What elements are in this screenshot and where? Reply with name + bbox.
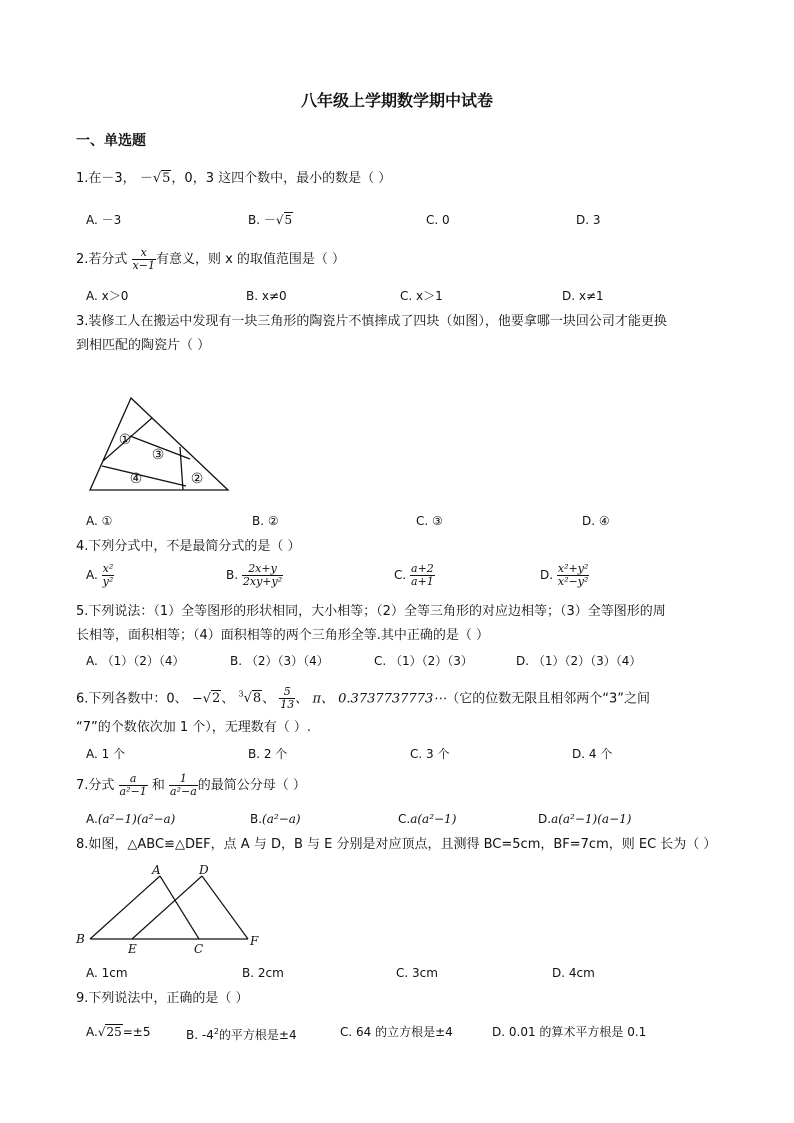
piece-label-2: ② xyxy=(190,471,204,487)
q5-option-c[interactable]: C. （1）（2）（3） xyxy=(374,654,473,668)
q4-option-d[interactable]: D. $\frac{\text{x²+y²}}{\text{x²−y²}}$ xyxy=(540,562,589,588)
q1-option-d[interactable]: D. 3 xyxy=(576,213,601,227)
q9-option-a[interactable]: A.√25=±5 xyxy=(86,1025,151,1039)
q2-option-d[interactable]: D. x≠1 xyxy=(562,289,604,303)
q3-option-b[interactable]: B. ② xyxy=(252,514,279,528)
q5-option-d[interactable]: D. （1）（2）（3）（4） xyxy=(516,654,642,668)
section-heading: 一、单选题 xyxy=(76,133,146,149)
q4-option-a[interactable]: A. $\frac{\text{x²}}{\text{y²}}$ xyxy=(86,562,114,588)
question-8-stem: 8.如图，△ABC≌△DEF，点 A 与 D，B 与 E 分别是对应顶点，且测得 BC=5cm，BF=7cm，则 EC 长为（ ） xyxy=(76,837,717,852)
q8-option-c[interactable]: C. 3cm xyxy=(396,966,438,980)
vertex-label-B: B xyxy=(76,932,85,946)
congruent-triangles-figure xyxy=(74,862,264,957)
q7-option-b[interactable]: B.(a²−a) xyxy=(250,812,301,826)
question-1-stem: 1.在－3， －√5，0，3 这四个数中，最小的数是（ ） xyxy=(76,171,392,186)
vertex-label-C: C xyxy=(194,942,204,956)
q8-option-d[interactable]: D. 4cm xyxy=(552,966,595,980)
question-5-line1: 5.下列说法：（1）全等图形的形状相同，大小相等；（2）全等三角形的对应边相等；（3）全等图形的周 xyxy=(76,604,666,619)
q6-option-a[interactable]: A. 1 个 xyxy=(86,747,126,761)
q3-option-c[interactable]: C. ③ xyxy=(416,514,443,528)
q7-option-c[interactable]: C.a(a²−1) xyxy=(398,812,457,826)
q5-option-b[interactable]: B. （2）（3）（4） xyxy=(230,654,329,668)
question-9-stem: 9.下列说法中，正确的是（ ） xyxy=(76,991,249,1006)
q8-option-b[interactable]: B. 2cm xyxy=(242,966,284,980)
neg-sqrt5: －√5 xyxy=(139,171,171,186)
piece-label-3: ③ xyxy=(151,447,165,463)
q2-option-c[interactable]: C. x＞1 xyxy=(400,289,443,303)
q7-option-d[interactable]: D.a(a²−1)(a−1) xyxy=(538,812,632,826)
page-title: 八年级上学期数学期中试卷 xyxy=(300,91,493,110)
q8-option-a[interactable]: A. 1cm xyxy=(86,966,128,980)
question-7-stem: 7.分式 $\frac{a}{\text{a²−1}}$ 和 $\frac{1}{\text{a²−a}}$ 的最简公分母（ ） xyxy=(76,772,306,798)
fraction-x-over-x-minus-1: $\frac{x}{x-1}$ xyxy=(132,246,155,272)
q6-option-d[interactable]: D. 4 个 xyxy=(572,747,613,761)
question-3-line1: 3.装修工人在搬运中发现有一块三角形的陶瓷片不慎摔成了四块（如图），他要拿哪一块回公司才能更换 xyxy=(76,314,667,329)
question-6-line1: 6.下列各数中：0、 −√2、 $^3$√8、 $\frac{5}{13}$ 、 π、 0.3737737773⋯（它的位数无限且相邻两个“3”之间 xyxy=(76,685,651,712)
q6-option-c[interactable]: C. 3 个 xyxy=(410,747,450,761)
q9-option-b[interactable]: B. $-4^2$的平方根是±4 xyxy=(186,1027,297,1042)
vertex-label-D: D xyxy=(199,863,209,877)
question-6-line2: “7”的个数依次加 1 个），无理数有（ ）. xyxy=(76,720,312,735)
piece-label-4: ④ xyxy=(129,471,143,487)
q9-option-c[interactable]: C. 64 的立方根是±4 xyxy=(340,1025,453,1039)
q5-option-a[interactable]: A. （1）（2）（4） xyxy=(86,654,185,668)
q9-option-d[interactable]: D. 0.01 的算术平方根是 0.1 xyxy=(492,1025,647,1039)
vertex-label-F: F xyxy=(250,934,259,948)
broken-triangle-figure xyxy=(86,394,234,494)
question-3-line2: 到相匹配的陶瓷片（ ） xyxy=(76,338,211,353)
q1-option-a[interactable]: A. －3 xyxy=(86,213,122,227)
question-2-stem: 2.若分式 $\frac{x}{x-1}$ 有意义，则 x 的取值范围是（ ） xyxy=(76,246,346,272)
q2-option-a[interactable]: A. x＞0 xyxy=(86,289,129,303)
q3-option-d[interactable]: D. ④ xyxy=(582,514,610,528)
q6-option-b[interactable]: B. 2 个 xyxy=(248,747,288,761)
q7-option-a[interactable]: A.(a²−1)(a²−a) xyxy=(86,812,176,826)
vertex-label-A: A xyxy=(152,863,161,877)
q3-option-a[interactable]: A. ① xyxy=(86,514,113,528)
q1-option-b[interactable]: B. －√5 xyxy=(248,213,293,227)
question-5-line2: 长相等，面积相等；（4）面积相等的两个三角形全等.其中正确的是（ ） xyxy=(76,628,490,643)
question-4-stem: 4.下列分式中，不是最简分式的是（ ） xyxy=(76,539,301,554)
q2-option-b[interactable]: B. x≠0 xyxy=(246,289,287,303)
piece-label-1: ① xyxy=(118,432,132,448)
q1-option-c[interactable]: C. 0 xyxy=(426,213,450,227)
q4-option-c[interactable]: C. $\frac{a+2}{a+1}$ xyxy=(394,562,434,588)
q4-option-b[interactable]: B. $\frac{2x+y}{\text{2xy+y²}}$ xyxy=(226,562,283,588)
vertex-label-E: E xyxy=(128,942,137,956)
